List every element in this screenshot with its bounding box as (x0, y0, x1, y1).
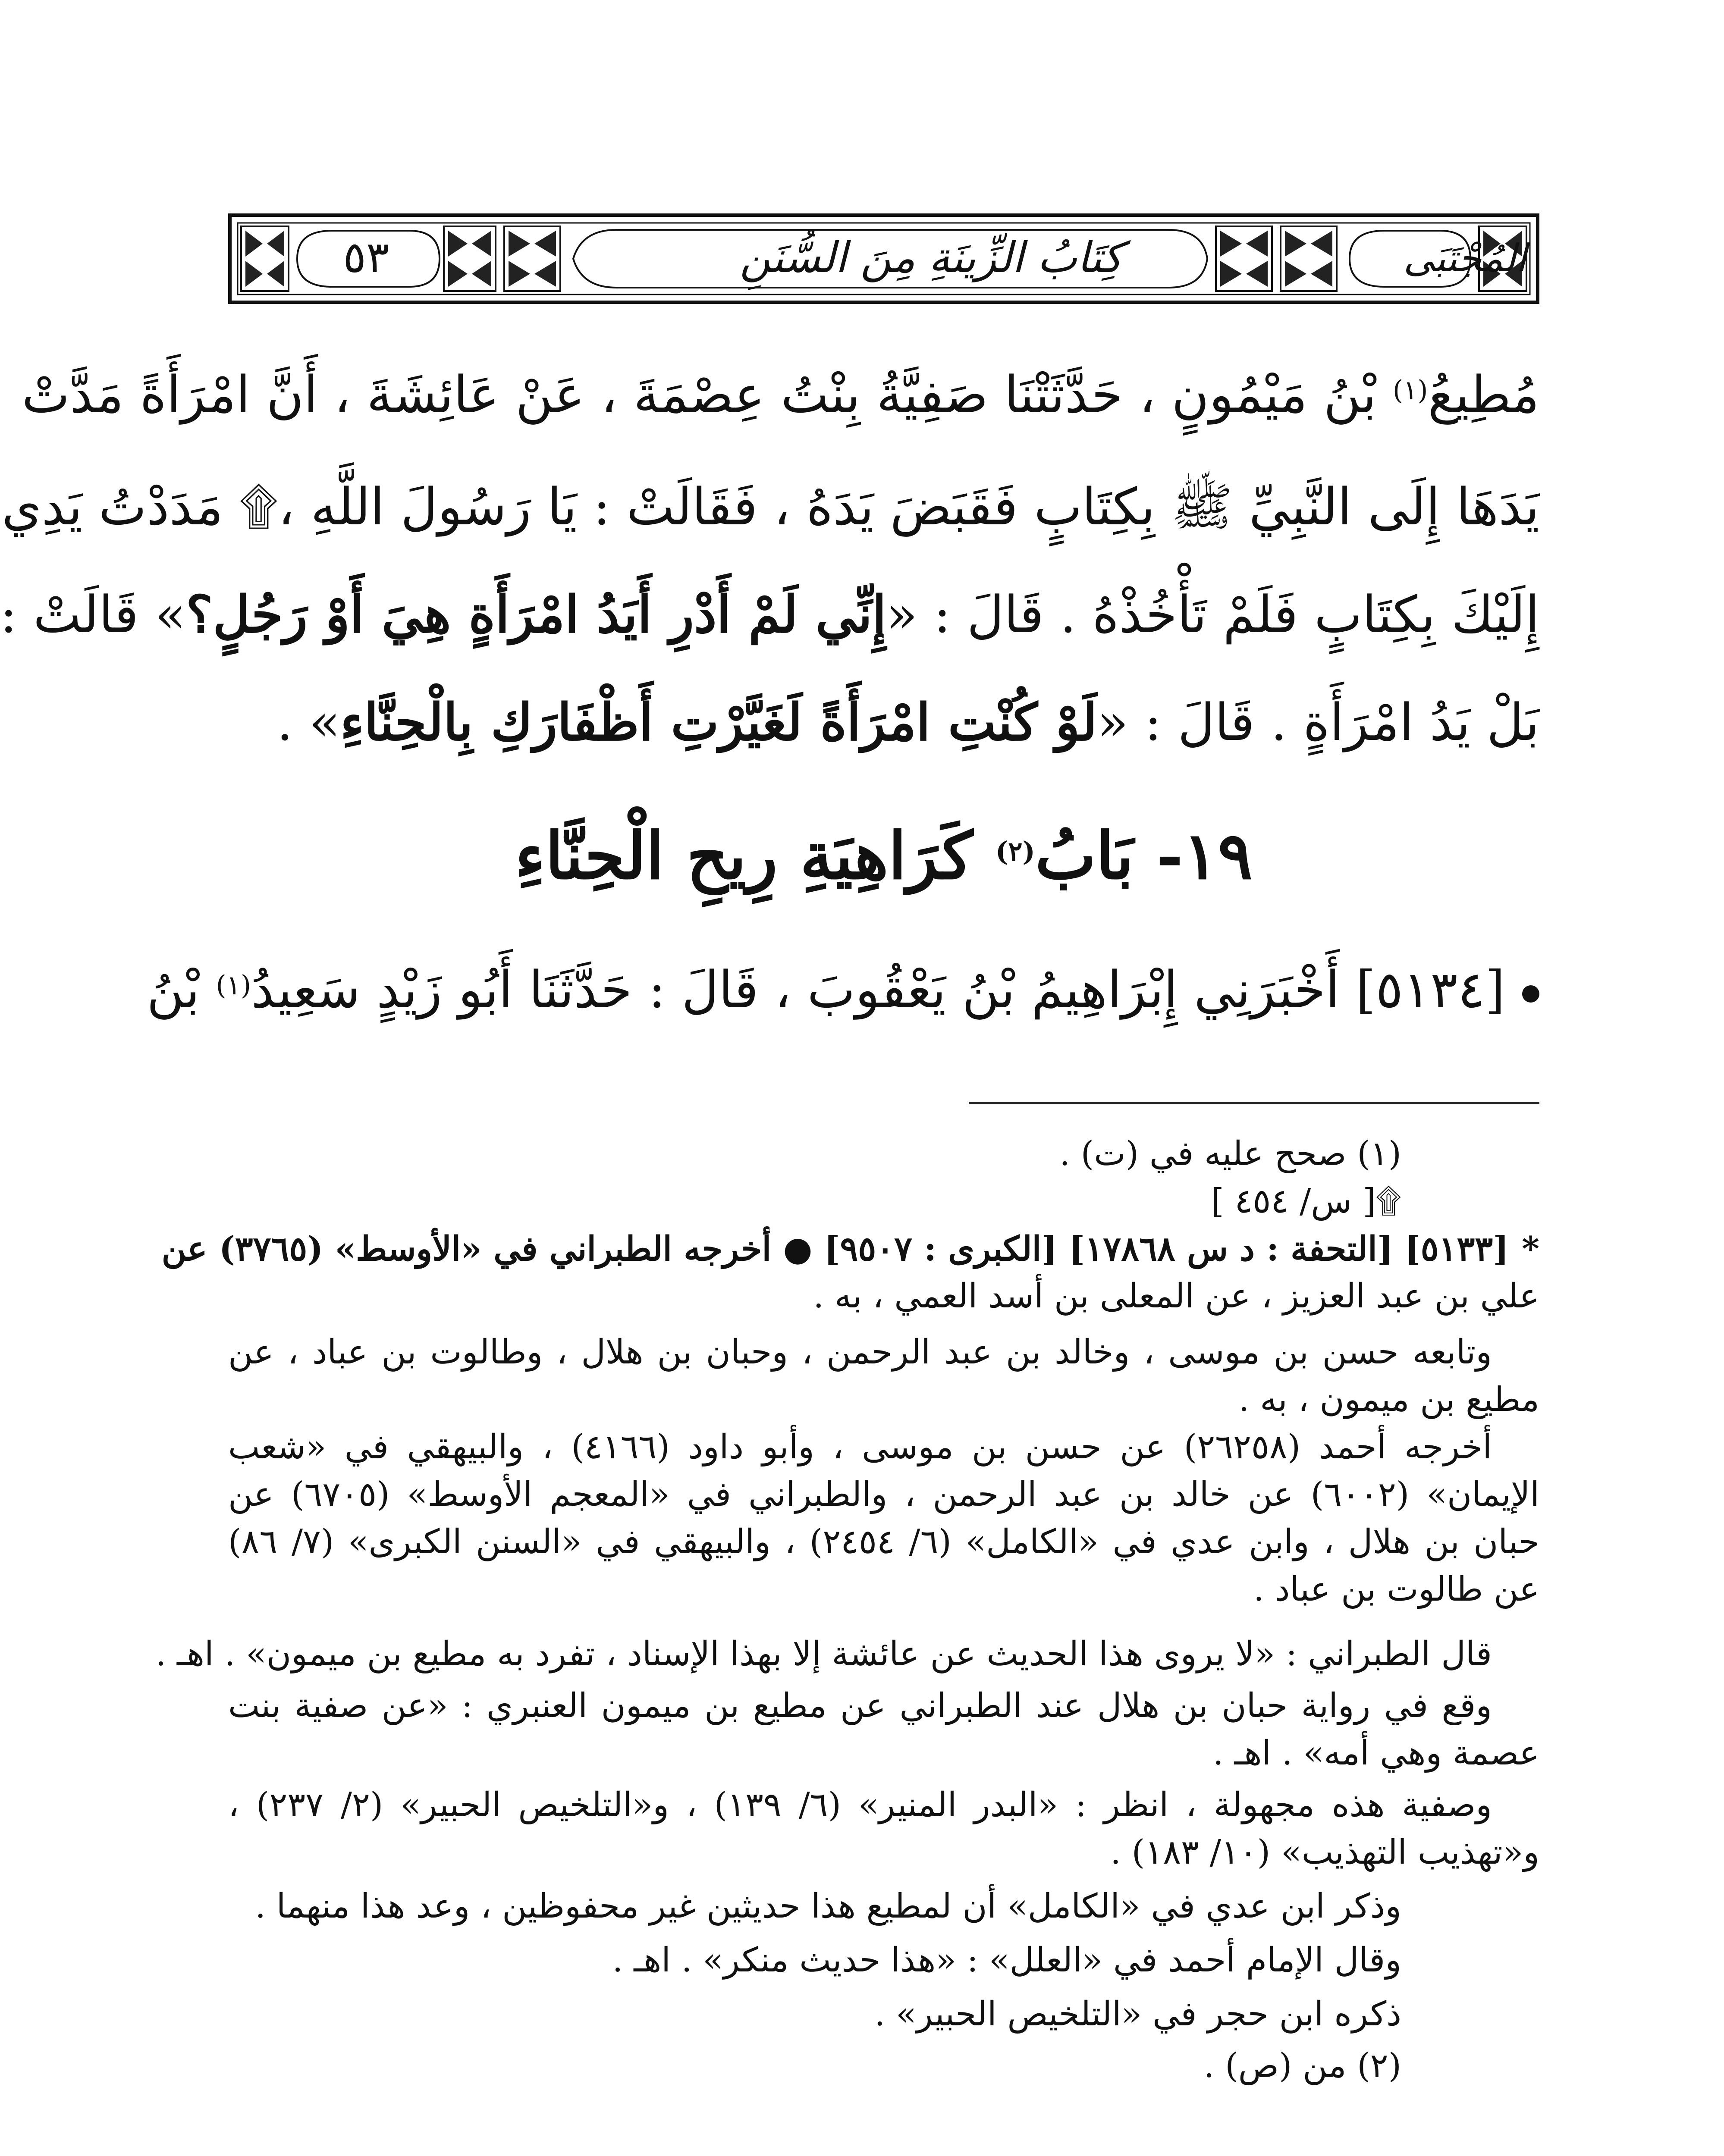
footnote-marker: (٢) (995, 836, 1035, 867)
footnote-2: (٢) من (ص) . (1203, 2046, 1401, 2085)
footnote-line: مطيع بن ميمون ، به . (1238, 1380, 1539, 1419)
footnote-page-ref: ۩[ س/ ٤٥٤ ] (1211, 1182, 1401, 1221)
footnote-line: وقال الإمام أحمد في «العلل» : «هذا حديث منكر» . اهـ . (612, 1941, 1401, 1980)
main-text-line-2: يَدَهَا إِلَى النَّبِيِّ ﷺ بِكِتَابٍ فَقَبَضَ يَدَهُ ، فَقَالَتْ : يَا رَسُولَ اللَّهِ ،۩ مَدَدْتُ يَدِي (2, 477, 1539, 536)
text-segment: » . (276, 693, 340, 752)
bullet-icon (1522, 985, 1539, 1003)
footnote-line: وذكر ابن عدي في «الكامل» أن لمطيع هذا حديثين غير محفوظين ، وعد هذا منهما . (255, 1887, 1401, 1926)
footnote-line: علي بن عبد العزيز ، عن المعلى بن أسد العمي ، به . (813, 1277, 1539, 1316)
footnote-marker: (١) (216, 969, 251, 1001)
footnote-line: ذكره ابن حجر في «التلخيص الحبير» . (874, 1995, 1401, 2034)
hadith-text: أَخْبَرَنِي إِبْرَاهِيمُ بْنُ يَعْقُوبَ ، قَالَ : حَدَّثَنَا أَبُو زَيْدٍ سَعِيدُ (251, 960, 1356, 1019)
text-segment: مُطِيعُ (1428, 365, 1539, 424)
main-text-line-4 (228, 690, 1539, 755)
main-text-line-1 (22, 362, 1539, 427)
footnote-text: [٥١٣٣] [التحفة : د س ١٧٨٦٨] [الكبرى : ٩٥٠٧] ● أخرجه الطبراني في «الأوسط» (٣٧٦٥) عن (161, 1229, 1509, 1269)
footnote-line: عصمة وهي أمه» . اهـ . (1212, 1734, 1539, 1773)
hadith-line (147, 955, 1539, 1024)
text-segment: » قَالَتْ : (0, 585, 186, 644)
footnote-1: (١) صحح عليه في (ت) . (1059, 1134, 1401, 1173)
hadith-number: [٥١٣٤] (1356, 960, 1505, 1019)
heading-text: كَرَاهِيَةِ رِيحِ الْحِنَّاءِ (515, 818, 995, 894)
asterisk-icon: * (1522, 1229, 1539, 1269)
page-header (228, 213, 1539, 304)
footnote-separator (969, 1102, 1539, 1104)
heading-text: ١٩- بَابُ (1035, 818, 1253, 894)
text-segment: بَلْ يَدُ امْرَأَةٍ . قَالَ : « (1097, 693, 1539, 752)
footnote-line: وتابعه حسن بن موسى ، وخالد بن عبد الرحمن ، وحبان بن هلال ، وطالوت بن عباد ، عن (228, 1333, 1492, 1372)
hadith-text: بْنُ (147, 960, 216, 1019)
footnote-line: و«تهذيب التهذيب» (١٠/ ١٨٣) . (1110, 1833, 1539, 1872)
prophet-quote: إِنِّي لَمْ أَدْرِ أَيَدُ امْرَأَةٍ هِيَ أَوْ رَجُلٍ؟ (186, 584, 886, 644)
footnote-line: الإيمان» (٦٠٠٢) عن خالد بن عبد الرحمن ، والطبراني في «المعجم الأوسط» (٦٧٠٥) عن (228, 1475, 1539, 1514)
footnote-line: عن طالوت بن عباد . (1253, 1570, 1539, 1609)
footnote-line: قال الطبراني : «لا يروى هذا الحديث عن عائشة إلا بهذا الإسناد ، تفرد به مطيع بن ميمون» . اهـ . (155, 1635, 1492, 1673)
section-heading (228, 815, 1539, 897)
book-title: كِتَابُ الزِّينَةِ مِنَ السُّنَنِ (739, 233, 1123, 282)
footnote-line: أخرجه أحمد (٢٦٢٥٨) عن حسن بن موسى ، وأبو داود (٤١٦٦) ، والبيهقي في «شعب (228, 1428, 1492, 1467)
text-segment: بْنُ مَيْمُونٍ ، حَدَّثَتْنَا صَفِيَّةُ بِنْتُ عِصْمَةَ ، عَنْ عَائِشَةَ ، أَنَّ امْرَأَةً مَدَّتْ (22, 365, 1393, 424)
footnote-line: وصفية هذه مجهولة ، انظر : «البدر المنير» (٦/ ١٣٩) ، و«التلخيص الحبير» (٢/ ٢٣٧) ، (228, 1786, 1492, 1824)
footnote-line: حبان بن هلال ، وابن عدي في «الكامل» (٦/ ٢٤٥٤) ، والبيهقي في «السنن الكبرى» (٧/ ٨٦) (228, 1523, 1539, 1561)
series-title: المُجْتَبَى (1403, 236, 1526, 280)
text-segment: إِلَيْكَ بِكِتَابٍ فَلَمْ تَأْخُذْهُ . قَالَ : « (886, 585, 1539, 644)
footnote-5133-head (161, 1227, 1539, 1272)
page-number: ٥٣ (343, 232, 389, 282)
footnote-marker: (١) (1392, 374, 1428, 406)
footnote-line: وقع في رواية حبان بن هلال عند الطبراني عن مطيع بن ميمون العنبري : «عن صفية بنت (228, 1686, 1492, 1725)
main-text-line-3 (0, 582, 1539, 647)
prophet-quote: لَوْ كُنْتِ امْرَأَةً لَغَيَّرْتِ أَظْفَارَكِ بِالْحِنَّاءِ (340, 692, 1097, 752)
